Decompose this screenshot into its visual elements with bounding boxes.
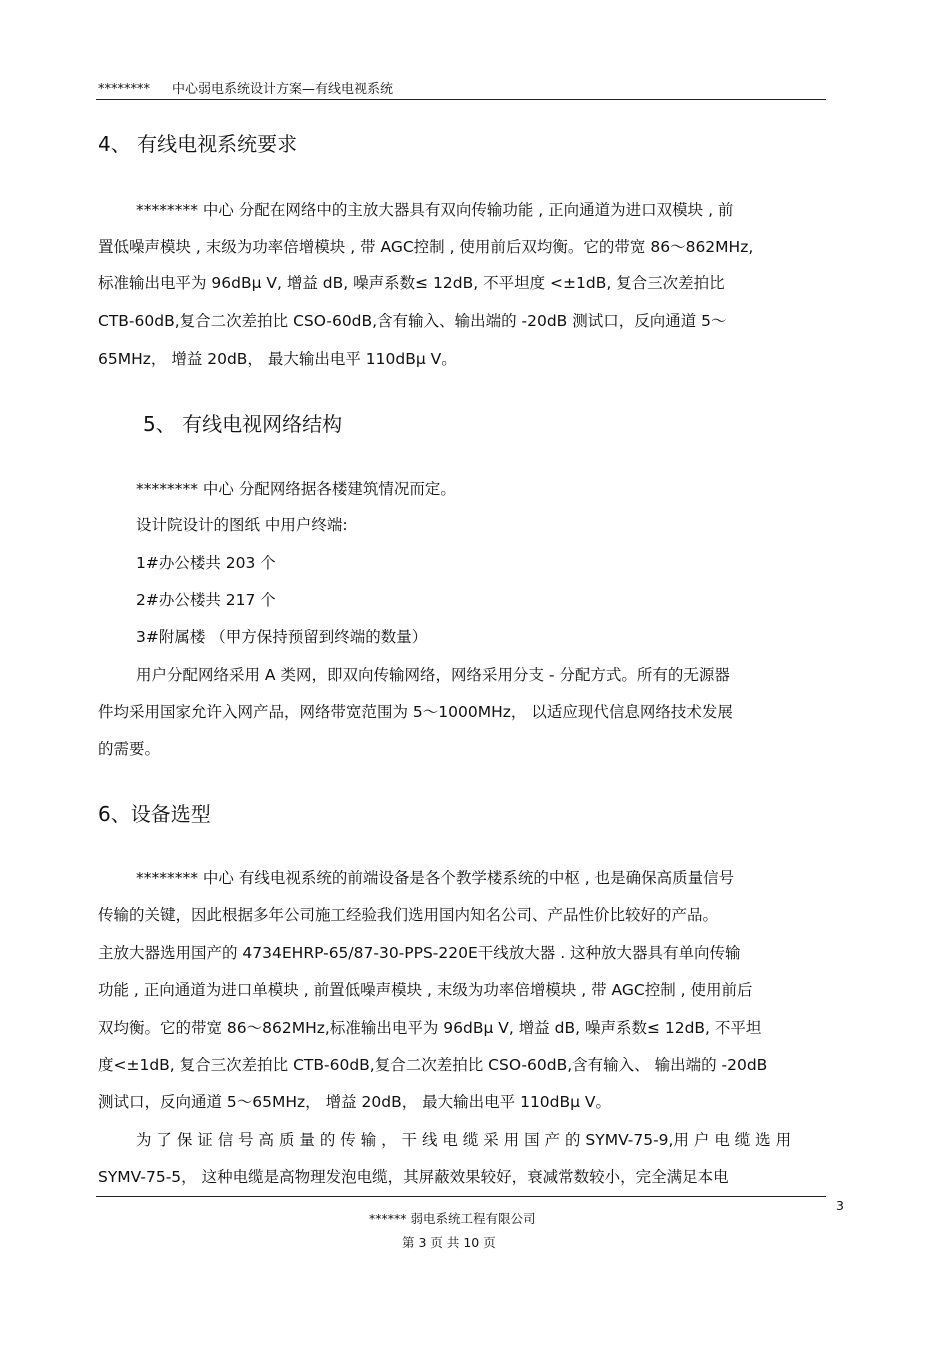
s6-line-9: SYMV-75-5， 这种电缆是高物理发泡电缆，其屏蔽效果较好，衰减常数较小，完全满足本电 [98, 1168, 729, 1186]
s6-line-1: ******** 中心 有线电视系统的前端设备是各个教学楼系统的中枢 , 也是确保高质量信号 [136, 869, 735, 887]
s6-line-4: 功能 , 正向通道为进口单模块 , 前置低噪声模块 , 末级为功率倍增模块 , 带 AGC控制 , 使用前后 [98, 981, 753, 999]
s5-line-1: ******** 中心 分配网络据各楼建筑情况而定。 [136, 480, 456, 498]
s5-line-8: 的需要。 [98, 740, 161, 758]
header-text [98, 78, 393, 97]
section-6-heading: 6、设备选型 [98, 802, 211, 826]
page-number: 3 [836, 1198, 844, 1213]
s5-line-5: 3#附属楼 （甲方保持预留到终端的数量） [136, 628, 428, 646]
s5-line-4: 2#办公楼共 217 个 [136, 591, 276, 609]
s4-line-1: ******** 中心 分配在网络中的主放大器具有双向传输功能 , 正向通道为进口双模块 , 前 [136, 201, 734, 219]
s6-line-5: 双均衡。它的带宽 86～862MHz,标准输出电平为 96dBμ V, 增益 dB, 噪声系数≤ 12dB, 不平坦 [98, 1019, 762, 1037]
s6-line-8: 为 了 保 证 信 号 高 质 量 的 传 输 ， 干 线 电 缆 采 用 国 产 的 SYMV-75-9,用 户 电 缆 选 用 [136, 1131, 792, 1149]
s6-line-3: 主放大器选用国产的 4734EHRP-65/87-30-PPS-220E干线放大器 . 这种放大器具有单向传输 [98, 944, 741, 962]
s4-line-2: 置低噪声模块 , 末级为功率倍增模块 , 带 AGC控制 , 使用前后双均衡。它的带宽 86～862MHz, [98, 238, 754, 256]
s5-line-7: 件均采用国家允许入网产品，网络带宽范围为 5～1000MHz， 以适应现代信息网络技术发展 [98, 703, 733, 721]
s6-line-6: 度<±1dB, 复合三次差拍比 CTB-60dB,复合二次差拍比 CSO-60dB,含有输入、 输出端的 -20dB [98, 1056, 768, 1074]
s4-line-5: 65MHz， 增益 20dB， 最大输出电平 110dBμ V。 [98, 350, 457, 368]
s4-line-3: 标准输出电平为 96dBμ V, 增益 dB, 噪声系数≤ 12dB, 不平坦度 <±1dB, 复合三次差拍比 [98, 274, 725, 292]
s5-line-6: 用户分配网络采用 A 类网，即双向传输网络，网络采用分支 - 分配方式。所有的无源器 [136, 666, 730, 684]
s4-line-4: CTB-60dB,复合二次差拍比 CSO-60dB,含有输入、输出端的 -20dB 测试口，反向通道 5～ [98, 312, 727, 330]
header-rule [96, 99, 826, 100]
s5-line-2: 设计院设计的图纸 中用户终端: [136, 516, 348, 534]
s6-line-7: 测试口，反向通道 5～65MHz， 增益 20dB， 最大输出电平 110dBμ V。 [98, 1093, 612, 1111]
header-stars: ******** [98, 82, 150, 97]
footer-rule [96, 1196, 826, 1197]
s6-line-2: 传输的关键，因此根据多年公司施工经验我们选用国内知名公司、产品性价比较好的产品。 [98, 906, 719, 924]
footer-company: ****** 弱电系统工程有限公司 [369, 1211, 536, 1226]
s5-line-3: 1#办公楼共 203 个 [136, 554, 276, 572]
section-5-heading: 5、 有线电视网络结构 [143, 412, 343, 436]
footer-page-of: 第 3 页 共 10 页 [402, 1235, 496, 1250]
header-title: 中心弱电系统设计方案—有线电视系统 [172, 82, 394, 97]
section-4-heading: 4、 有线电视系统要求 [98, 132, 298, 156]
